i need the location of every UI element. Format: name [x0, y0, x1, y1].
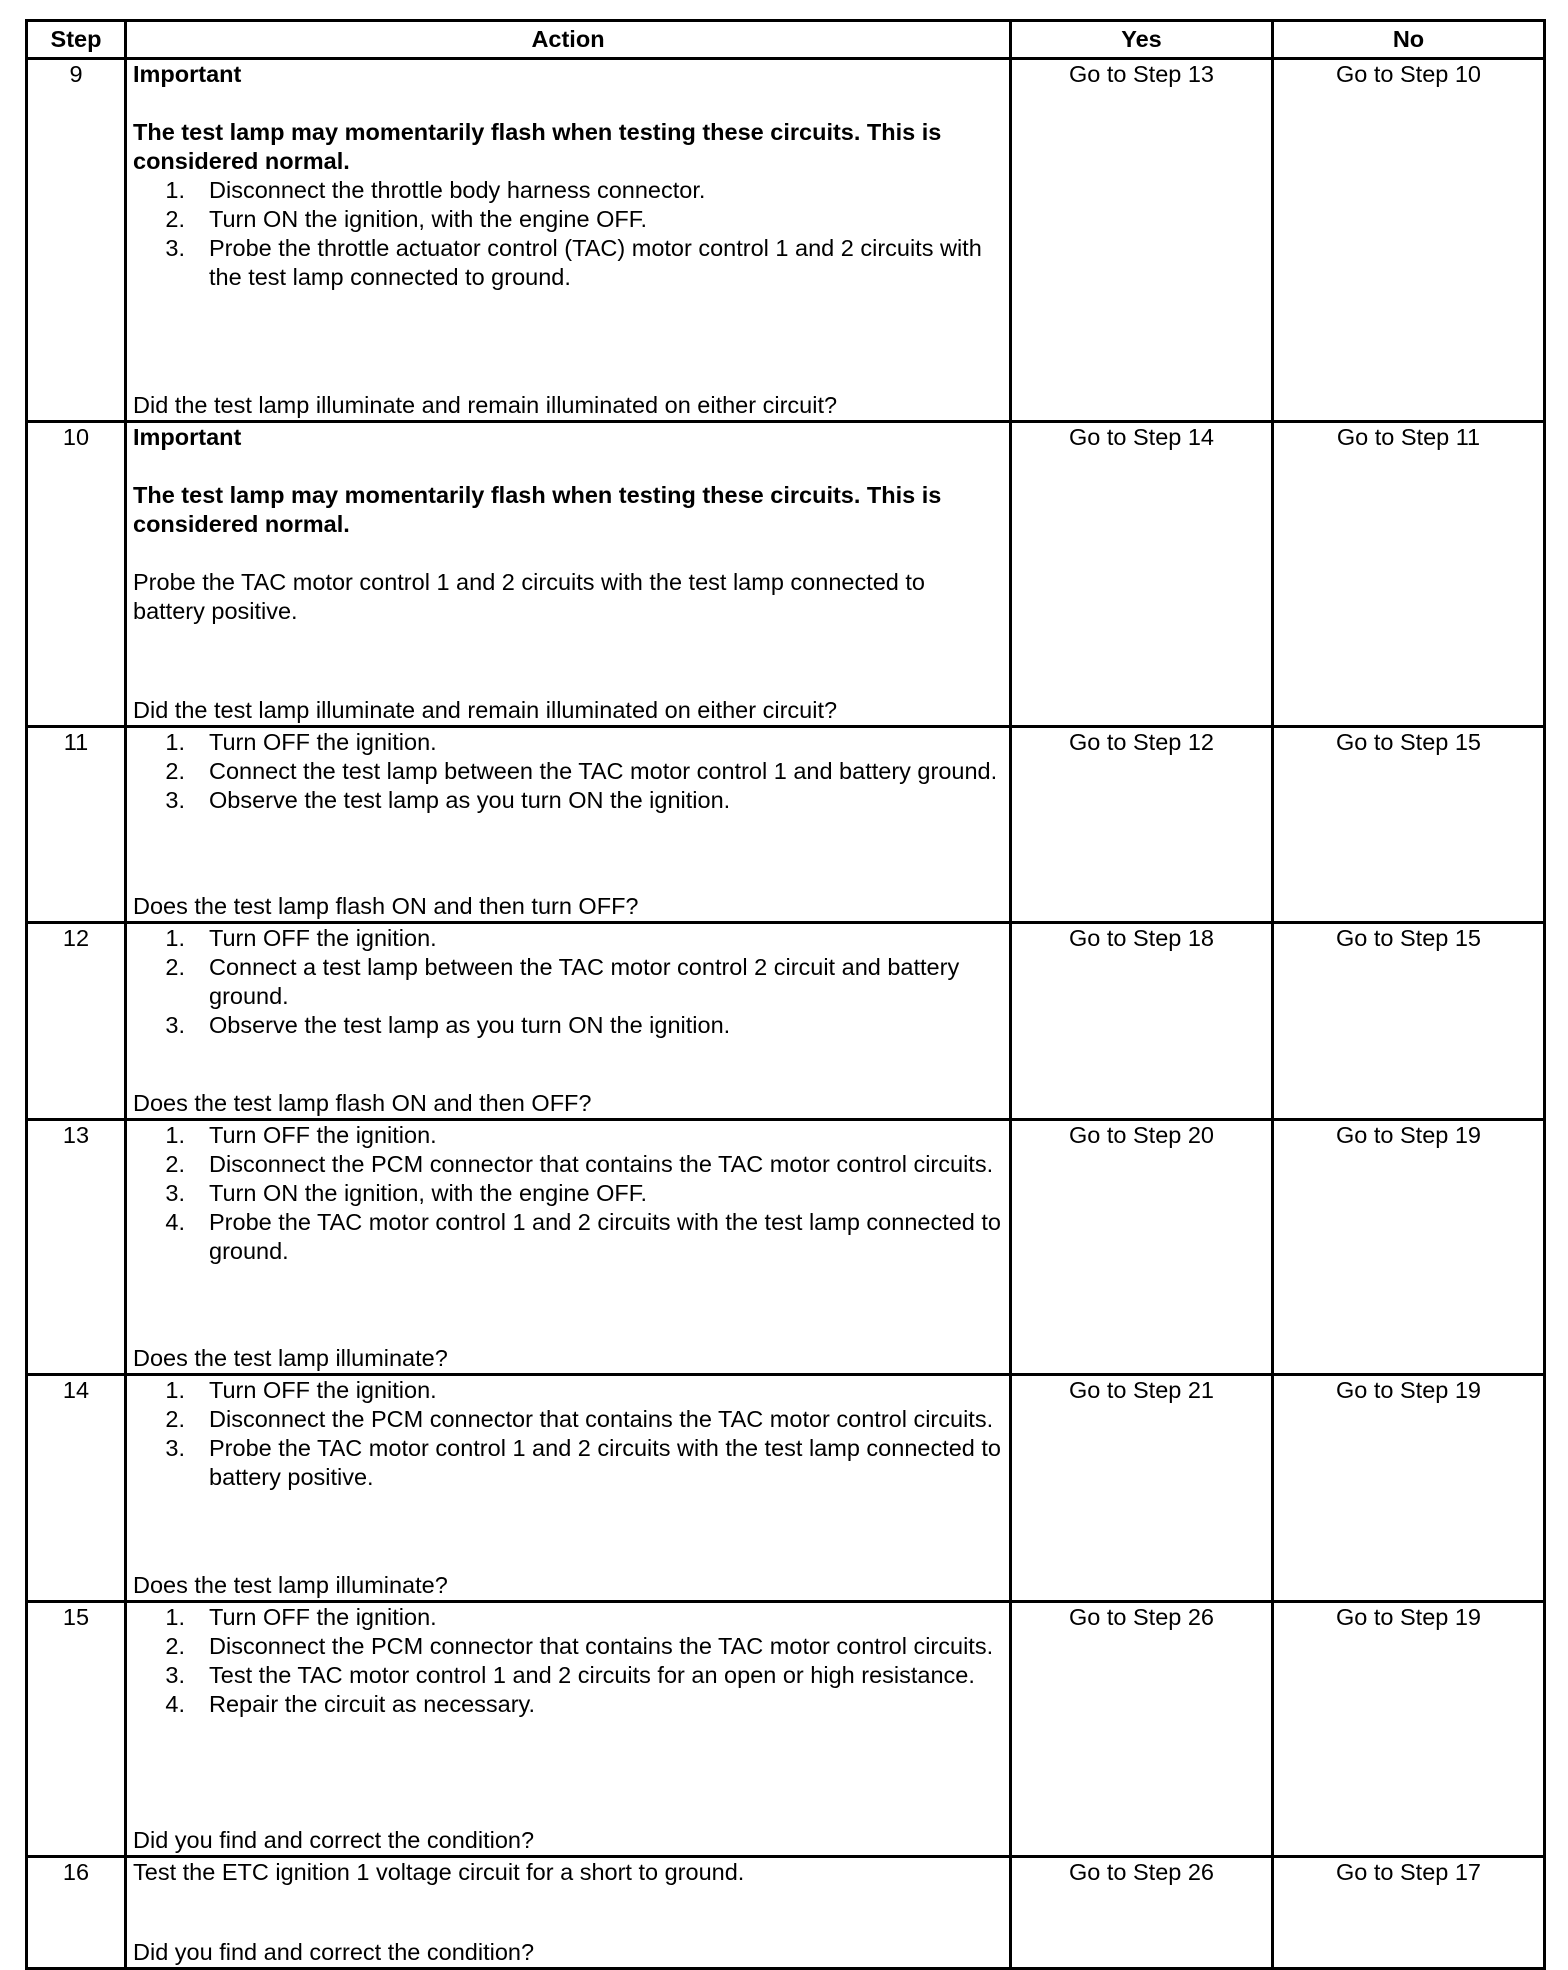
procedure-list: [133, 728, 1003, 815]
step-number: 12: [27, 923, 126, 1120]
list-item-text: Connect the test lamp between the TAC motor control 1 and battery ground.: [209, 758, 998, 784]
yes-result: Go to Step 26: [1011, 1857, 1273, 1969]
action-cell: [126, 923, 1011, 1120]
list-item-text: Probe the TAC motor control 1 and 2 circuits with the test lamp connected to ground.: [209, 1209, 1002, 1264]
list-item: [133, 1208, 1003, 1266]
diagnostic-table: [25, 19, 1546, 1970]
question: Does the test lamp illuminate?: [133, 1572, 448, 1598]
action-cell: [126, 1375, 1011, 1602]
list-item-number: 2.: [165, 206, 185, 232]
list-item-text: Turn OFF the ignition.: [209, 1604, 437, 1630]
header-yes: Yes: [1011, 21, 1273, 59]
list-item: [133, 1405, 1003, 1434]
step-number: 15: [27, 1602, 126, 1857]
question: Did the test lamp illuminate and remain illuminated on either circuit?: [133, 392, 838, 418]
action-text: Probe the TAC motor control 1 and 2 circuits with the test lamp connected to battery positive.: [133, 569, 926, 624]
list-item-number: 2.: [165, 1633, 185, 1659]
list-item-number: 3.: [165, 1435, 185, 1461]
list-item-text: Test the TAC motor control 1 and 2 circuits for an open or high resistance.: [209, 1662, 975, 1688]
list-item: [133, 1434, 1003, 1492]
no-result: Go to Step 19: [1273, 1120, 1545, 1375]
list-item: [133, 1376, 1003, 1405]
list-item-number: 2.: [165, 954, 185, 980]
question: Does the test lamp illuminate?: [133, 1345, 448, 1371]
list-item: [133, 1011, 1003, 1040]
no-result: Go to Step 19: [1273, 1375, 1545, 1602]
important-note: The test lamp may momentarily flash when testing these circuits. This is considered normal.: [133, 482, 942, 537]
header-step: Step: [27, 21, 126, 59]
question: Does the test lamp flash ON and then OFF?: [133, 1090, 592, 1116]
action-cell: [126, 1120, 1011, 1375]
step-number: 9: [27, 59, 126, 422]
important-note: The test lamp may momentarily flash when testing these circuits. This is considered normal.: [133, 119, 942, 174]
action-cell: [126, 1602, 1011, 1857]
list-item-text: Turn OFF the ignition.: [209, 1122, 437, 1148]
table-row: [27, 727, 1545, 923]
yes-result: Go to Step 18: [1011, 923, 1273, 1120]
list-item: [133, 1690, 1003, 1719]
list-item: [133, 1179, 1003, 1208]
yes-result: Go to Step 26: [1011, 1602, 1273, 1857]
procedure-list: [133, 1376, 1003, 1492]
list-item-text: Probe the throttle actuator control (TAC) motor control 1 and 2 circuits with the test lamp connected to ground.: [209, 235, 982, 290]
table-row: [27, 422, 1545, 727]
action-cell: [126, 59, 1011, 422]
yes-result: Go to Step 12: [1011, 727, 1273, 923]
table-row: [27, 1375, 1545, 1602]
header-action: Action: [126, 21, 1011, 59]
no-result: Go to Step 15: [1273, 923, 1545, 1120]
list-item-text: Observe the test lamp as you turn ON the ignition.: [209, 787, 731, 813]
list-item-number: 2.: [165, 1406, 185, 1432]
list-item: [133, 1121, 1003, 1150]
list-item-number: 1.: [165, 925, 185, 951]
list-item-text: Disconnect the throttle body harness connector.: [209, 177, 706, 203]
list-item-text: Disconnect the PCM connector that contains the TAC motor control circuits.: [209, 1633, 994, 1659]
list-item: [133, 786, 1003, 815]
list-item-text: Disconnect the PCM connector that contains the TAC motor control circuits.: [209, 1151, 994, 1177]
table-row: [27, 1857, 1545, 1969]
header-no: No: [1273, 21, 1545, 59]
list-item-number: 3.: [165, 1662, 185, 1688]
no-result: Go to Step 10: [1273, 59, 1545, 422]
list-item: [133, 757, 1003, 786]
list-item-number: 1.: [165, 1604, 185, 1630]
no-result: Go to Step 19: [1273, 1602, 1545, 1857]
list-item-text: Disconnect the PCM connector that contains the TAC motor control circuits.: [209, 1406, 994, 1432]
yes-result: Go to Step 14: [1011, 422, 1273, 727]
important-heading: Important: [133, 61, 242, 87]
step-number: 11: [27, 727, 126, 923]
table-row: [27, 923, 1545, 1120]
list-item-number: 3.: [165, 787, 185, 813]
list-item-text: Turn ON the ignition, with the engine OFF.: [209, 206, 648, 232]
question: Did the test lamp illuminate and remain illuminated on either circuit?: [133, 697, 838, 723]
question: Did you find and correct the condition?: [133, 1939, 535, 1965]
list-item: [133, 728, 1003, 757]
list-item-number: 3.: [165, 1012, 185, 1038]
action-cell: [126, 422, 1011, 727]
list-item-number: 1.: [165, 1122, 185, 1148]
no-result: Go to Step 11: [1273, 422, 1545, 727]
list-item: [133, 1603, 1003, 1632]
no-result: Go to Step 17: [1273, 1857, 1545, 1969]
list-item: [133, 176, 1003, 205]
list-item-number: 1.: [165, 177, 185, 203]
no-result: Go to Step 15: [1273, 727, 1545, 923]
procedure-list: [133, 1603, 1003, 1719]
list-item-number: 2.: [165, 1151, 185, 1177]
list-item-text: Turn OFF the ignition.: [209, 1377, 437, 1403]
list-item-number: 4.: [165, 1691, 185, 1717]
important-heading: Important: [133, 424, 242, 450]
question: Did you find and correct the condition?: [133, 1827, 535, 1853]
list-item: [133, 1661, 1003, 1690]
action-text: Test the ETC ignition 1 voltage circuit for a short to ground.: [133, 1859, 745, 1885]
list-item-text: Repair the circuit as necessary.: [209, 1691, 536, 1717]
list-item-number: 4.: [165, 1209, 185, 1235]
table-row: [27, 1120, 1545, 1375]
list-item-text: Connect a test lamp between the TAC motor control 2 circuit and battery ground.: [209, 954, 960, 1009]
list-item-text: Probe the TAC motor control 1 and 2 circuits with the test lamp connected to battery positive.: [209, 1435, 1002, 1490]
list-item: [133, 1632, 1003, 1661]
list-item-number: 3.: [165, 235, 185, 261]
table-row: [27, 59, 1545, 422]
question: Does the test lamp flash ON and then turn OFF?: [133, 893, 639, 919]
yes-result: Go to Step 21: [1011, 1375, 1273, 1602]
list-item: [133, 1150, 1003, 1179]
list-item-text: Turn OFF the ignition.: [209, 729, 437, 755]
procedure-list: [133, 924, 1003, 1040]
list-item-number: 1.: [165, 1377, 185, 1403]
procedure-list: [133, 176, 1003, 292]
list-item-number: 2.: [165, 758, 185, 784]
step-number: 14: [27, 1375, 126, 1602]
step-number: 13: [27, 1120, 126, 1375]
procedure-list: [133, 1121, 1003, 1266]
list-item-text: Observe the test lamp as you turn ON the ignition.: [209, 1012, 731, 1038]
list-item-text: Turn ON the ignition, with the engine OFF.: [209, 1180, 648, 1206]
action-cell: [126, 1857, 1011, 1969]
step-number: 10: [27, 422, 126, 727]
step-number: 16: [27, 1857, 126, 1969]
list-item: [133, 924, 1003, 953]
list-item-number: 3.: [165, 1180, 185, 1206]
list-item-text: Turn OFF the ignition.: [209, 925, 437, 951]
yes-result: Go to Step 20: [1011, 1120, 1273, 1375]
table-row: [27, 1602, 1545, 1857]
list-item: [133, 953, 1003, 1011]
header-row: [27, 21, 1545, 59]
action-cell: [126, 727, 1011, 923]
yes-result: Go to Step 13: [1011, 59, 1273, 422]
list-item: [133, 205, 1003, 234]
list-item-number: 1.: [165, 729, 185, 755]
list-item: [133, 234, 1003, 292]
